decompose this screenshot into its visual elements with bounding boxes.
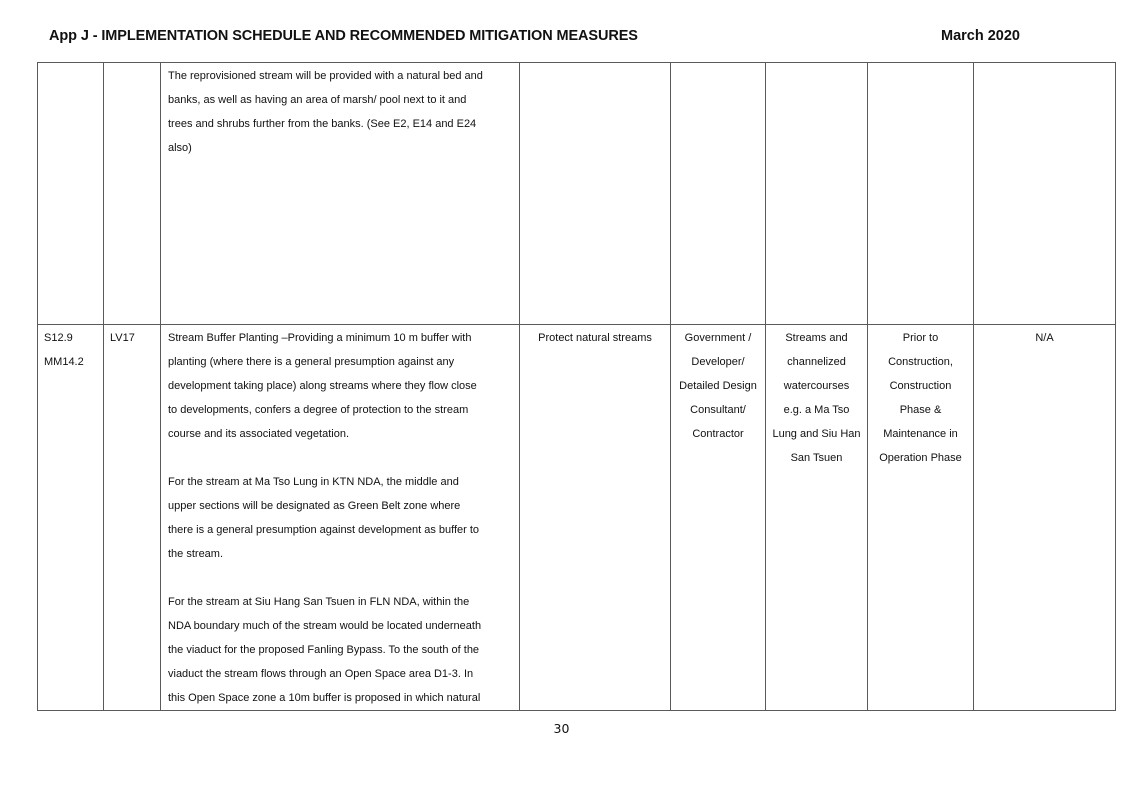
eis-reference-cell	[38, 63, 104, 325]
timing-line: Construction	[889, 380, 952, 392]
description-line: planting (where there is a general presumption against any	[168, 356, 455, 368]
timing-line: Maintenance in	[883, 428, 958, 440]
location-cell	[766, 325, 868, 711]
description-paragraph	[168, 470, 512, 566]
agent-line: Detailed Design	[679, 380, 757, 392]
description-line: upper sections will be designated as Green Belt zone where	[168, 500, 461, 512]
description-paragraph	[168, 326, 512, 446]
location-line: San Tsuen	[790, 452, 843, 464]
requirements-cell	[974, 63, 1116, 325]
table-row	[38, 325, 1116, 711]
timing-line: Construction,	[888, 356, 953, 368]
timing-line: Phase &	[899, 404, 942, 416]
document-title: App J - IMPLEMENTATION SCHEDULE AND RECOMMENDED MITIGATION MEASURES	[49, 28, 638, 44]
description-line: the viaduct for the proposed Fanling Bypass. To the south of the	[168, 644, 480, 656]
document-date: March 2020	[941, 28, 1020, 44]
description-line: the stream.	[168, 548, 224, 560]
description-cell	[161, 325, 520, 711]
implementation-schedule-table	[37, 62, 1116, 711]
implementation-agent-cell	[671, 63, 766, 325]
description-line: to developments, confers a degree of protection to the stream	[168, 404, 469, 416]
description-line: banks, as well as having an area of marsh/ pool next to it and	[168, 94, 467, 106]
eis-reference: S12.9	[44, 332, 73, 344]
timing-cell	[868, 325, 974, 711]
timing-line: Operation Phase	[879, 452, 962, 464]
location-line: watercourses	[783, 380, 850, 392]
description-line: Stream Buffer Planting –Providing a minimum 10 m buffer with	[168, 332, 472, 344]
location-cell	[766, 63, 868, 325]
description-line: viaduct the stream flows through an Open Space area D1-3. In	[168, 668, 474, 680]
description-line: there is a general presumption against development as buffer to	[168, 524, 480, 536]
page-number: 30	[553, 721, 570, 736]
table-row	[38, 63, 1116, 325]
description-line: also)	[168, 142, 192, 154]
description-line: trees and shrubs further from the banks. (See E2, E14 and E24	[168, 118, 477, 130]
description-line: The reprovisioned stream will be provided with a natural bed and	[168, 70, 483, 82]
location-line: channelized	[787, 356, 846, 368]
description-line: NDA boundary much of the stream would be located underneath	[168, 620, 482, 632]
location-line: Lung and Siu Han	[772, 428, 861, 440]
agent-line: Developer/	[691, 356, 745, 368]
location-line: Streams and	[785, 332, 848, 344]
description-paragraph	[168, 590, 512, 710]
description-line: development taking place) along streams where they flow close	[168, 380, 477, 392]
description-cell	[161, 63, 520, 325]
agent-line: Government /	[684, 332, 752, 344]
measure-reference-cell	[104, 63, 161, 325]
em-reference: MM14.2	[44, 356, 84, 368]
location-line: e.g. a Ma Tso	[783, 404, 850, 416]
measure-reference: LV17	[110, 332, 135, 344]
timing-cell	[868, 63, 974, 325]
requirements-text: N/A	[1035, 332, 1054, 344]
description-line: course and its associated vegetation.	[168, 428, 350, 440]
eis-reference-cell	[38, 325, 104, 711]
objective-cell	[520, 325, 671, 711]
objective-text: Protect natural streams	[538, 332, 652, 344]
requirements-cell	[974, 325, 1116, 711]
description-line: this Open Space zone a 10m buffer is proposed in which natural	[168, 692, 481, 704]
implementation-agent-cell	[671, 325, 766, 711]
description-line: For the stream at Siu Hang San Tsuen in FLN NDA, within the	[168, 596, 470, 608]
agent-line: Consultant/	[690, 404, 746, 416]
objective-cell	[520, 63, 671, 325]
agent-line: Contractor	[692, 428, 744, 440]
description-line: For the stream at Ma Tso Lung in KTN NDA, the middle and	[168, 476, 459, 488]
timing-line: Prior to	[902, 332, 939, 344]
measure-reference-cell	[104, 325, 161, 711]
